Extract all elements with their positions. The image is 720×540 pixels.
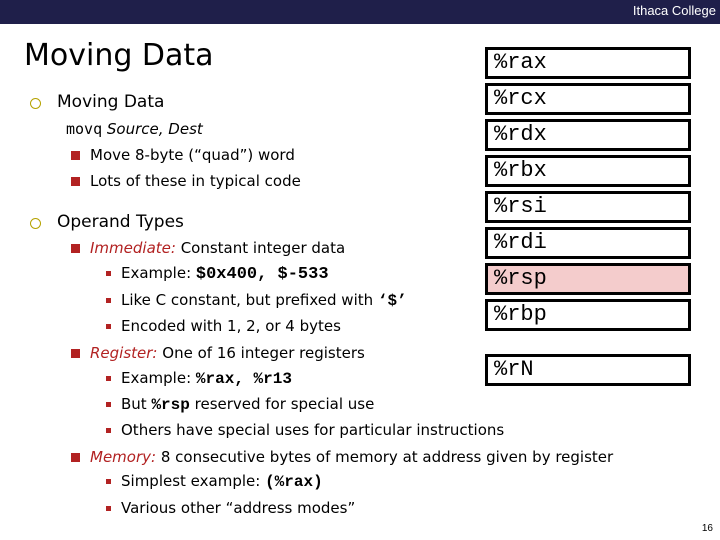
register-rsp-note: But %rsp reserved for special use: [121, 395, 374, 414]
memory-simple-example: Simplest example: (%rax): [121, 472, 323, 491]
small-square-bullet-icon: [106, 428, 111, 433]
small-square-bullet-icon: [106, 298, 111, 303]
movq-bullet-2: Lots of these in typical code: [90, 172, 301, 190]
immediate-like-c: Like C constant, but prefixed with ‘$’: [121, 291, 407, 310]
page-number: 16: [701, 523, 713, 534]
register-box-rn: %rN: [485, 354, 691, 386]
small-square-bullet-icon: [106, 479, 111, 484]
circle-bullet-icon: [30, 218, 41, 229]
small-square-bullet-icon: [106, 402, 111, 407]
register-box-highlighted: %rsp: [485, 263, 691, 295]
register-example: Example: %rax, %r13: [121, 369, 292, 388]
square-bullet-icon: [71, 151, 80, 160]
register-box: %rcx: [485, 83, 691, 115]
immediate-encoded: Encoded with 1, 2, or 4 bytes: [121, 317, 341, 335]
register-others-note: Others have special uses for particular instructions: [121, 421, 504, 439]
movq-bullet-1: Move 8-byte (“quad”) word: [90, 146, 295, 164]
register-box: %rbp: [485, 299, 691, 331]
small-square-bullet-icon: [106, 376, 111, 381]
memory-item: Memory: 8 consecutive bytes of memory at address given by register: [90, 448, 613, 466]
register-box: %rsi: [485, 191, 691, 223]
register-box: %rdx: [485, 119, 691, 151]
small-square-bullet-icon: [106, 271, 111, 276]
register-box: %rbx: [485, 155, 691, 187]
movq-syntax: movq Source, Dest: [66, 120, 203, 138]
memory-address-modes: Various other “address modes”: [121, 499, 355, 517]
slide-title: Moving Data: [24, 38, 214, 73]
small-square-bullet-icon: [106, 506, 111, 511]
operand-types-heading: Operand Types: [57, 212, 184, 232]
square-bullet-icon: [71, 244, 80, 253]
register-box: %rax: [485, 47, 691, 79]
small-square-bullet-icon: [106, 324, 111, 329]
square-bullet-icon: [71, 453, 80, 462]
immediate-item: Immediate: Constant integer data: [90, 239, 345, 257]
circle-bullet-icon: [30, 98, 41, 109]
header-bar: [0, 0, 720, 24]
square-bullet-icon: [71, 177, 80, 186]
college-name: Ithaca College: [632, 3, 716, 18]
moving-data-heading: Moving Data: [57, 92, 164, 112]
square-bullet-icon: [71, 349, 80, 358]
register-item: Register: One of 16 integer registers: [90, 344, 365, 362]
register-box: %rdi: [485, 227, 691, 259]
immediate-example: Example: $0x400, $-533: [121, 264, 329, 284]
